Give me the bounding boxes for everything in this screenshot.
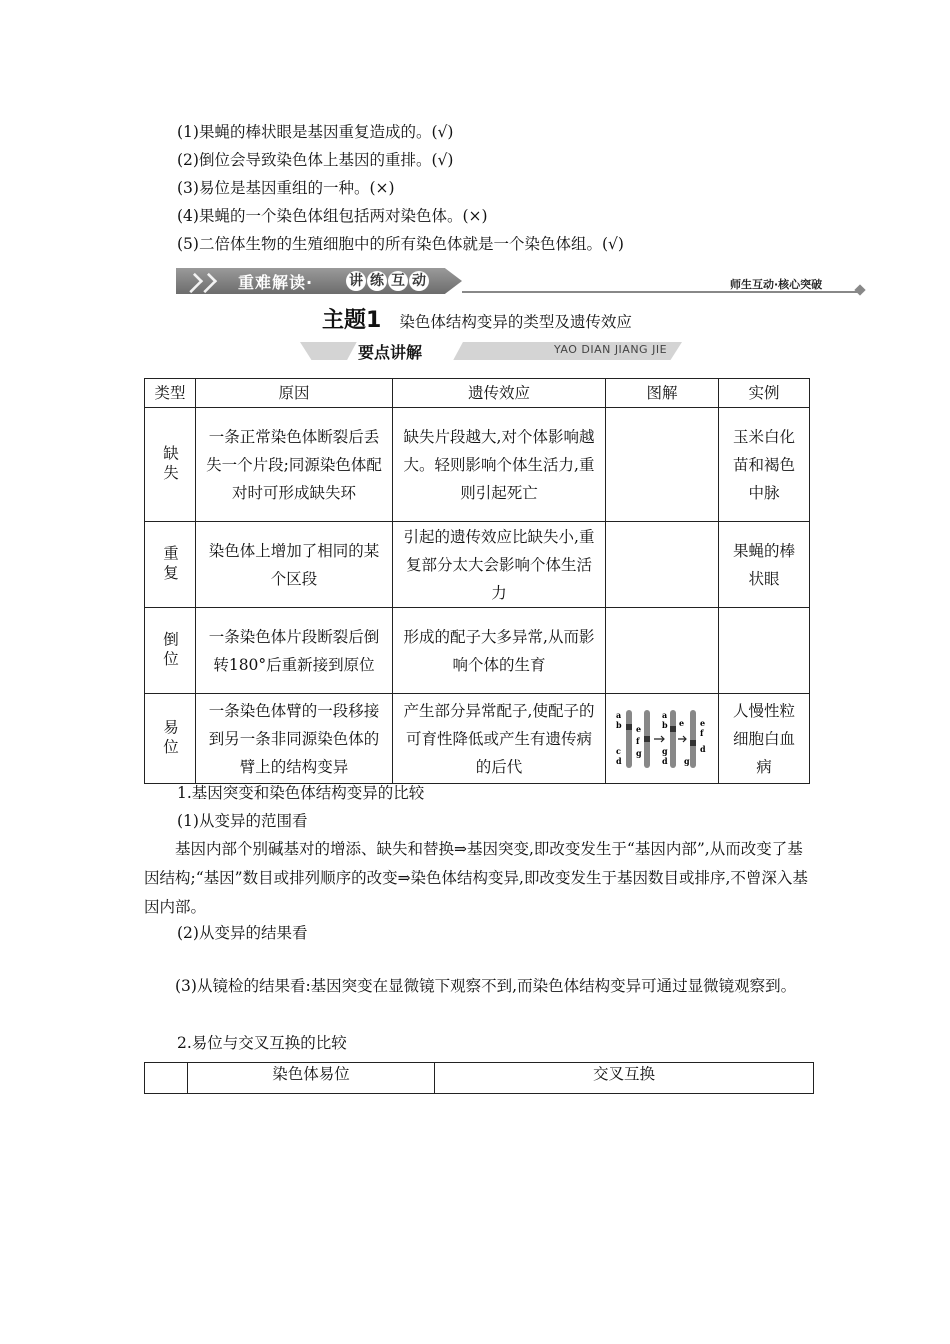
chromosome	[670, 710, 676, 768]
diagram-cell	[606, 522, 719, 608]
gene-label: e	[636, 723, 642, 734]
banner-char: 讲	[346, 271, 366, 291]
chromosome-band	[670, 726, 676, 732]
topic-heading	[322, 303, 632, 334]
example-cell	[719, 608, 810, 694]
cause-cell: 染色体上增加了相同的某个区段	[196, 522, 393, 608]
topic-text: 染色体结构变异的类型及遗传效应	[399, 313, 632, 331]
gene-label: b	[616, 719, 622, 730]
cause-cell: 一条染色体臂的一段移接到另一条非同源染色体的臂上的结构变异	[196, 694, 393, 784]
header-cell: 原因	[196, 379, 393, 408]
gene-label: d	[616, 755, 622, 766]
section2-heading: 2.易位与交叉互换的比较	[177, 1034, 347, 1052]
example-cell: 玉米白化苗和褐色中脉	[719, 408, 810, 522]
gene-label: d	[662, 755, 668, 766]
translocation-diagram	[614, 706, 710, 772]
banner-char: 动	[409, 271, 429, 291]
effect-cell: 产生部分异常配子,使配子的可育性降低或产生有遗传病的后代	[393, 694, 606, 784]
diagram-cell	[606, 408, 719, 522]
diagram-cell	[606, 694, 719, 784]
gene-label: g	[684, 755, 690, 766]
banner-subtitle	[346, 271, 430, 291]
gene-label: g	[636, 747, 642, 758]
chromosome-band	[690, 740, 696, 746]
effect-cell: 缺失片段越大,对个体影响越大。轻则影响个体生活力,重则引起死亡	[393, 408, 606, 522]
type-cell: 易位	[145, 694, 196, 784]
judgment-4: (4)果蝇的一个染色体组包括两对染色体。(×)	[177, 207, 488, 225]
table-header-row	[145, 379, 810, 408]
example-cell: 果蝇的棒状眼	[719, 522, 810, 608]
section1-heading: 1.基因突变和染色体结构变异的比较	[177, 784, 425, 802]
type-cell: 缺失	[145, 408, 196, 522]
type-cell: 倒位	[145, 608, 196, 694]
diamond-icon	[854, 284, 865, 295]
banner-title: 重难解读·	[238, 273, 314, 292]
example-cell: 人慢性粒细胞白血病	[719, 694, 810, 784]
judgment-2: (2)倒位会导致染色体上基因的重排。(√)	[177, 151, 454, 169]
table-row	[145, 694, 810, 784]
header-cell	[145, 1063, 188, 1094]
gene-label: c	[616, 745, 621, 756]
judgment-3: (3)易位是基因重组的一种。(×)	[177, 179, 395, 197]
type-cell: 重复	[145, 522, 196, 608]
gene-label: a	[616, 709, 622, 720]
gene-label: f	[636, 735, 640, 746]
gene-label: d	[700, 743, 706, 754]
judgment-5: (5)二倍体生物的生殖细胞中的所有染色体就是一个染色体组。(√)	[177, 235, 624, 253]
keypoints-title: 要点讲解	[358, 343, 423, 362]
section1-sub2: (2)从变异的结果看	[177, 924, 308, 942]
keypoints-bar	[300, 340, 682, 362]
effect-cell: 形成的配子大多异常,从而影响个体的生育	[393, 608, 606, 694]
header-cell: 类型	[145, 379, 196, 408]
section-banner	[176, 268, 866, 296]
chromosome	[626, 710, 632, 768]
section1-sub1: (1)从变异的范围看	[177, 812, 308, 830]
diagram-cell	[606, 608, 719, 694]
chromosome-band	[626, 724, 632, 730]
header-cell: 图解	[606, 379, 719, 408]
table-row	[145, 522, 810, 608]
gene-label: g	[662, 745, 668, 756]
gene-label: e	[700, 717, 706, 728]
table-header-row	[145, 1063, 814, 1094]
cause-cell: 一条染色体片段断裂后倒转180°后重新接到原位	[196, 608, 393, 694]
table-row	[145, 408, 810, 522]
banner-right-label: 师生互动·核心突破	[730, 278, 823, 291]
chromosome-band	[644, 736, 650, 742]
comparison-table	[144, 1062, 814, 1094]
arrow-icon	[678, 736, 686, 742]
chromosome	[690, 710, 696, 768]
header-cell: 实例	[719, 379, 810, 408]
section1-paragraph3: (3)从镜检的结果看:基因突变在显微镜下观察不到,而染色体结构变异可通过显微镜观察到。	[175, 977, 797, 995]
table-row	[145, 608, 810, 694]
variation-table	[144, 378, 810, 784]
gene-label: b	[662, 719, 668, 730]
cause-cell: 一条正常染色体断裂后丢失一个片段;同源染色体配对时可形成缺失环	[196, 408, 393, 522]
banner-char: 练	[367, 271, 387, 291]
topic-label: 主题1	[322, 308, 382, 333]
judgment-1: (1)果蝇的棒状眼是基因重复造成的。(√)	[177, 123, 454, 141]
header-cell: 交叉互换	[435, 1063, 814, 1094]
gene-label: e	[679, 717, 685, 728]
arrow-icon	[654, 736, 664, 742]
header-cell: 染色体易位	[188, 1063, 435, 1094]
effect-cell: 引起的遗传效应比缺失小,重复部分太大会影响个体生活力	[393, 522, 606, 608]
gene-label: f	[700, 727, 704, 738]
gene-label: a	[662, 709, 668, 720]
banner-char: 互	[388, 271, 408, 291]
header-cell: 遗传效应	[393, 379, 606, 408]
section1-paragraph1: 基因内部个别碱基对的增添、缺失和替换⇒基因突变,即改变发生于“基因内部”,从而改变了基因结构;“基因”数目或排列顺序的改变⇒染色体结构变异,即改变发生于基因数目或排序,不曾深入基因内部。	[144, 840, 808, 916]
keypoints-english: YAO DIAN JIANG JIE	[554, 343, 668, 356]
